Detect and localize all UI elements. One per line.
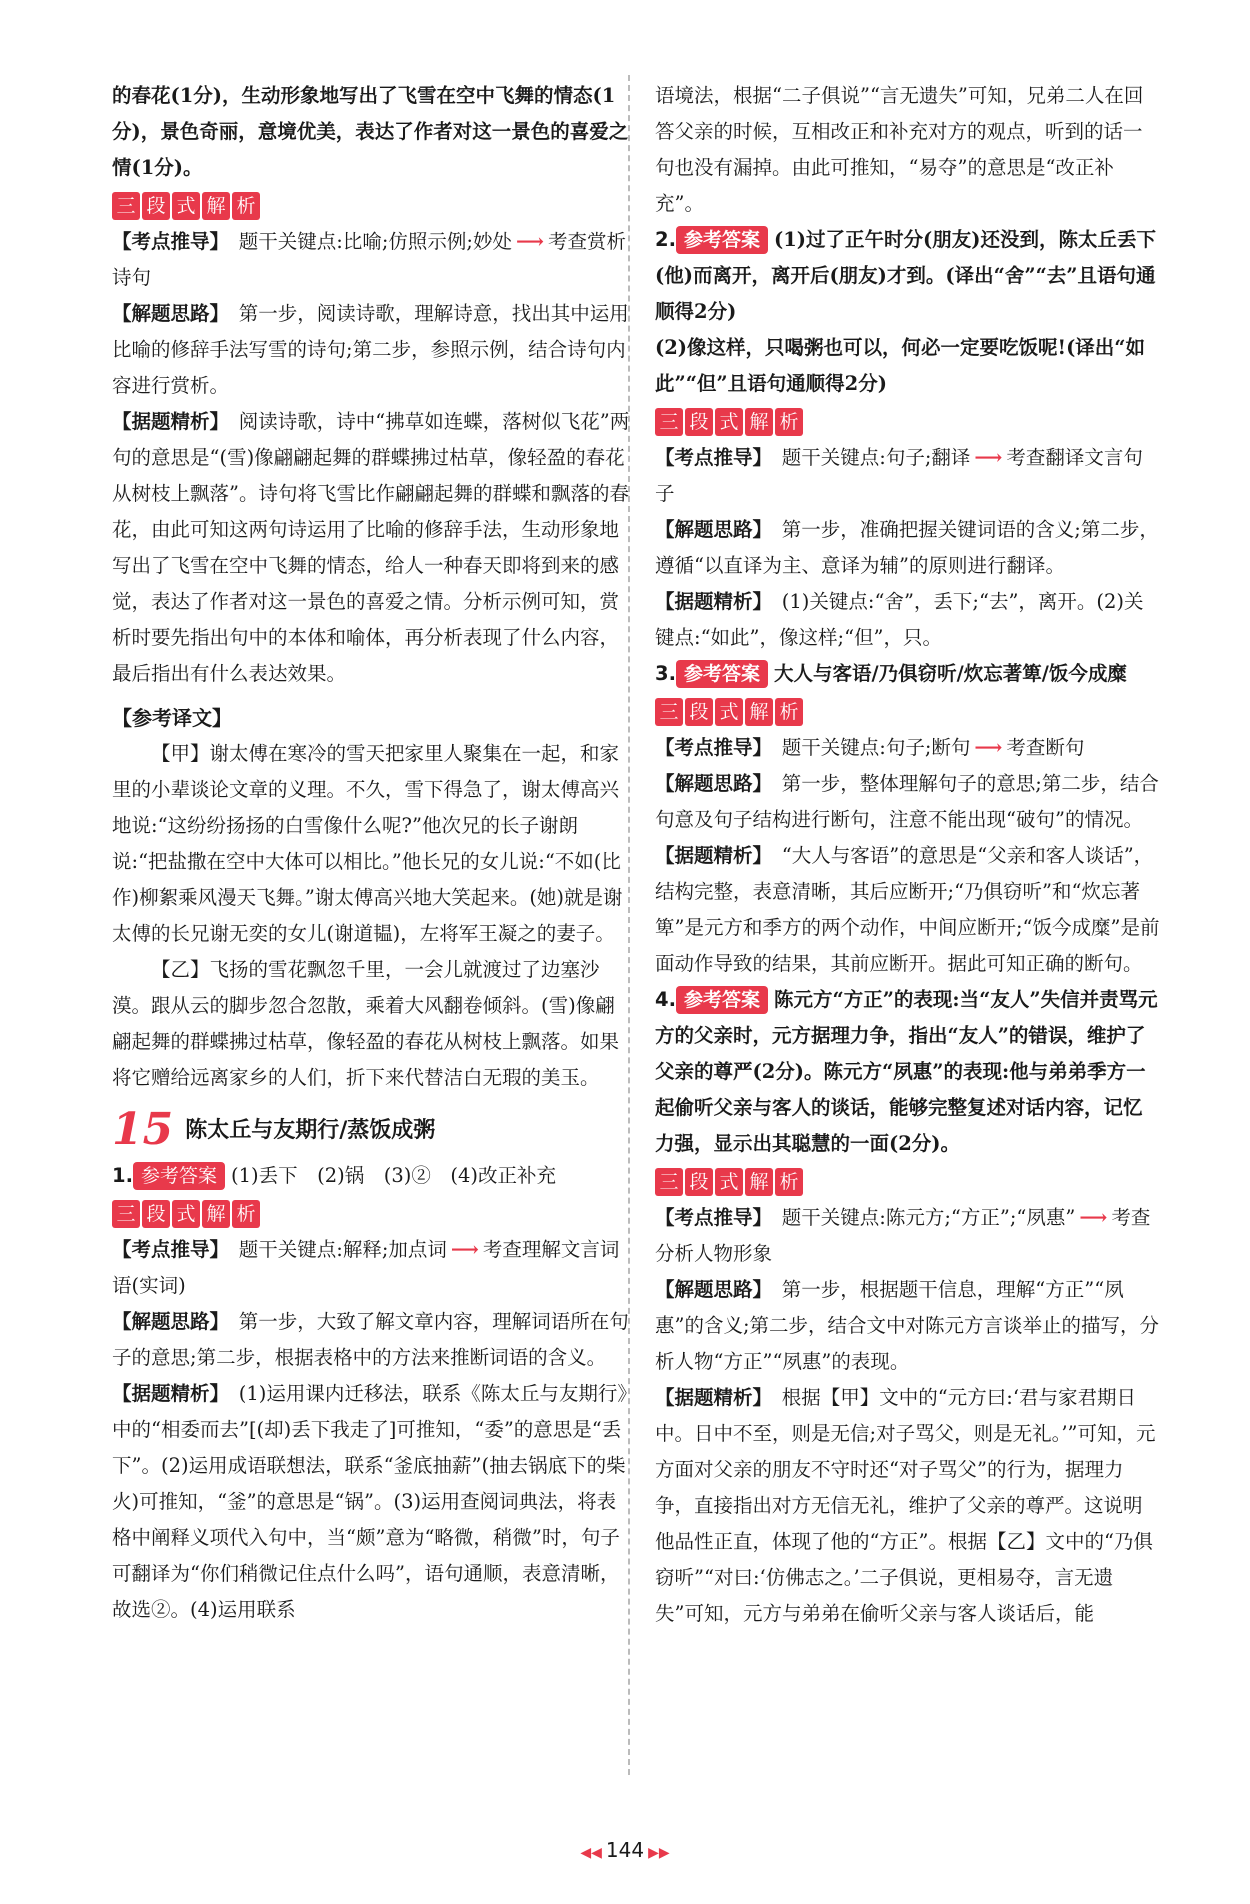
q2-kd-paragraph: 【考点推导】 题干关键点:句子;翻译 ⟶ 考查翻译文言句子 bbox=[655, 446, 1143, 505]
q1-jx-paragraph: 【据题精析】 (1)运用课内迁移法，联系《陈太丘与友期行》中的“相委而去”[(却)丢下我走了]可推知，“委”的意思是“丢下”。(2)运用成语联想法，联系“釜底抽薪”(抽去锅底下的柴火)可推知，“釜”的意思是“锅”。(3)运用查阅词典法，将表格中阐释义项代入句中，当“颇”意为“略微，稍微”时，句子可翻译为“你们稍微记住点什么吗”，语句通顺，表意清晰，故选②。(4)运用联系 bbox=[112, 1382, 628, 1621]
arrow-icon: ⟶ bbox=[1079, 1206, 1108, 1229]
sanduanshi-badge: 三 段 式 解 析 bbox=[112, 1200, 262, 1228]
sanduanshi-badge: 三 段 式 解 析 bbox=[655, 1168, 805, 1196]
translation-yi: 【乙】飞扬的雪花飘忽千里，一会儿就渡过了边塞沙漠。跟从云的脚步忽合忽散，乘着大风翻卷倾斜。(雪)像翩翩起舞的群蝶拂过枯草，像轻盈的春花从树枝上飘落。如果将它赠给远离家乡的人们，折下来代替洁白无瑕的美玉。 bbox=[112, 958, 620, 1089]
jx-paragraph: 【据题精析】 阅读诗歌，诗中“拂草如连蝶，落树似飞花”两句的意思是“(雪)像翩翩起舞的群蝶拂过枯草，像轻盈的春花从树枝上飘落”。诗句将飞雪比作翩翩起舞的群蝶和飘落的春花，由此可知这两句诗运用了比喻的修辞手法，生动形象地写出了飞雪在空中飞舞的情态，给人一种春天即将到来的感觉，表达了作者对这一景色的喜爱之情。分析示例可知，赏析时要先指出句中的本体和喻体，再分析表现了什么内容，最后指出有什么表达效果。 bbox=[112, 410, 630, 685]
arrow-icon: ⟶ bbox=[974, 446, 1003, 469]
kd-paragraph: 【考点推导】 题干关键点:比喻;仿照示例;妙处 ⟶ 考查赏析诗句 bbox=[112, 230, 626, 289]
q1-jt-paragraph: 【解题思路】 第一步，大致了解文章内容，理解词语所在句子的意思;第二步，根据表格中的方法来推断词语的含义。 bbox=[112, 1310, 629, 1369]
q3-jx-paragraph: 【据题精析】 “大人与客语”的意思是“父亲和客人谈话”，结构完整，表意清晰，其后应断开;“乃俱窃听”和“炊忘著箄”是元方和季方的两个动作，中间应断开;“饭今成糜”是前面动作导致的结果，其前应断开。据此可知正确的断句。 bbox=[655, 844, 1160, 975]
left-column bbox=[112, 78, 632, 1628]
answer-badge: 参考答案 bbox=[676, 986, 768, 1014]
translation-title: 【参考译文】 bbox=[112, 706, 232, 730]
right-triangles-icon: ▶▶ bbox=[648, 1845, 670, 1861]
q4-kd-paragraph: 【考点推导】 题干关键点:陈元方;“方正”;“夙惠” ⟶ 考查分析人物形象 bbox=[655, 1206, 1151, 1265]
right-column bbox=[655, 78, 1160, 1632]
q1-kd-paragraph: 【考点推导】 题干关键点:解释;加点词 ⟶ 考查理解文言词语(实词) bbox=[112, 1238, 620, 1297]
q3-kd-paragraph: 【考点推导】 题干关键点:句子;断句 ⟶ 考查断句 bbox=[655, 736, 1085, 759]
q3-jt-paragraph: 【解题思路】 第一步，整体理解句子的意思;第二步，结合句意及句子结构进行断句，注意不能出现“破句”的情况。 bbox=[655, 772, 1159, 831]
q2-answer-line2: (2)像这样，只喝粥也可以，何必一定要吃饭呢!(译出“如此”“但”且语句通顺得2分) bbox=[655, 336, 1146, 395]
left-triangles-icon: ◀◀ bbox=[580, 1845, 602, 1861]
translation-jia: 【甲】谢太傅在寒冷的雪天把家里人聚集在一起，和家里的小辈谈论文章的义理。不久，雪下得急了，谢太傅高兴地说:“这纷纷扬扬的白雪像什么呢?”他次兄的长子谢朗说:“把盐撒在空中大体可以相比。”他长兄的女儿说:“不如(比作)柳絮乘风漫天飞舞。”谢太傅高兴地大笑起来。(她)就是谢太傅的长兄谢无奕的女儿(谢道韫)，左将军王凝之的妻子。 bbox=[112, 742, 623, 945]
answer-badge: 参考答案 bbox=[133, 1162, 225, 1190]
intro-text: 的春花(1分)，生动形象地写出了飞雪在空中飞舞的情态(1分)，景色奇丽，意境优美，表达了作者对这一景色的喜爱之情(1分)。 bbox=[112, 84, 629, 179]
q1-answer-line: 1. 参考答案 (1)丢下 (2)锅 (3)② (4)改正补充 bbox=[112, 1158, 632, 1194]
continued-text: 语境法，根据“二子俱说”“言无遗失”可知，兄弟二人在回答父亲的时候，互相改正和补充对方的观点，听到的话一句也没有漏掉。由此可推知，“易夺”的意思是“改正补充”。 bbox=[655, 84, 1144, 215]
q2-jt-paragraph: 【解题思路】 第一步，准确把握关键词语的含义;第二步，遵循“以直译为主、意译为辅”的原则进行翻译。 bbox=[655, 518, 1159, 577]
sanduanshi-badge: 三 段 式 解 析 bbox=[655, 698, 805, 726]
section-title: 陈太丘与友期行/蒸饭成粥 bbox=[185, 1117, 436, 1143]
sanduanshi-badge: 三 段 式 解 析 bbox=[112, 192, 262, 220]
q4-jt-paragraph: 【解题思路】 第一步，根据题干信息，理解“方正”“夙惠”的含义;第二步，结合文中对陈元方言谈举止的描写，分析人物“方正”“夙惠”的表现。 bbox=[655, 1278, 1160, 1373]
q3-answer-line: 3. 参考答案 大人与客语/乃俱窃听/炊忘著箄/饭今成糜 bbox=[655, 656, 1160, 692]
q4-jx-paragraph: 【据题精析】 根据【甲】文中的“元方曰:‘君与家君期日中。日中不至，则是无信;对子骂父，则是无礼。’”可知，元方面对父亲的朋友不守时还“对子骂父”的行为，据理力争，直接指出对方无信无礼，维护了父亲的尊严。这说明他品性正直，体现了他的“方正”。根据【乙】文中的“乃俱窃听”“对曰:‘仿佛志之。’二子俱说，更相易夺，言无遗失”可知，元方与弟弟在偷听父亲与客人谈话后，能 bbox=[655, 1386, 1156, 1625]
section-heading bbox=[112, 1104, 632, 1155]
jt-paragraph: 【解题思路】 第一步，阅读诗歌，理解诗意，找出其中运用比喻的修辞手法写雪的诗句;第二步，参照示例，结合诗句内容进行赏析。 bbox=[112, 302, 629, 397]
q2-answer-line: 2. 参考答案 (1)过了正午时分(朋友)还没到，陈太丘丢下(他)而离开，离开后(朋友)才到。(译出“舍”“去”且语句通顺得2分) bbox=[655, 228, 1156, 323]
q4-answer-line: 4. 参考答案 陈元方“方正”的表现:当“友人”失信并责骂元方的父亲时，元方据理力争，指出“友人”的错误，维护了父亲的尊严(2分)。陈元方“夙惠”的表现:他与弟弟季方一起偷听父亲与客人的谈话，能够完整复述对话内容，记忆力强，显示出其聪慧的一面(2分)。 bbox=[655, 988, 1158, 1155]
section-number: 15 bbox=[112, 1104, 174, 1155]
sanduanshi-badge: 三 段 式 解 析 bbox=[655, 408, 805, 436]
answer-badge: 参考答案 bbox=[676, 226, 768, 254]
arrow-icon: ⟶ bbox=[516, 230, 544, 253]
arrow-icon: ⟶ bbox=[974, 736, 1003, 759]
page-number: ◀◀ 144 ▶▶ bbox=[580, 1838, 670, 1862]
arrow-icon: ⟶ bbox=[450, 1238, 479, 1261]
q2-jx-paragraph: 【据题精析】 (1)关键点:“舍”，丢下;“去”，离开。(2)关键点:“如此”，像这样;“但”，只。 bbox=[655, 590, 1144, 649]
answer-badge: 参考答案 bbox=[676, 660, 768, 688]
